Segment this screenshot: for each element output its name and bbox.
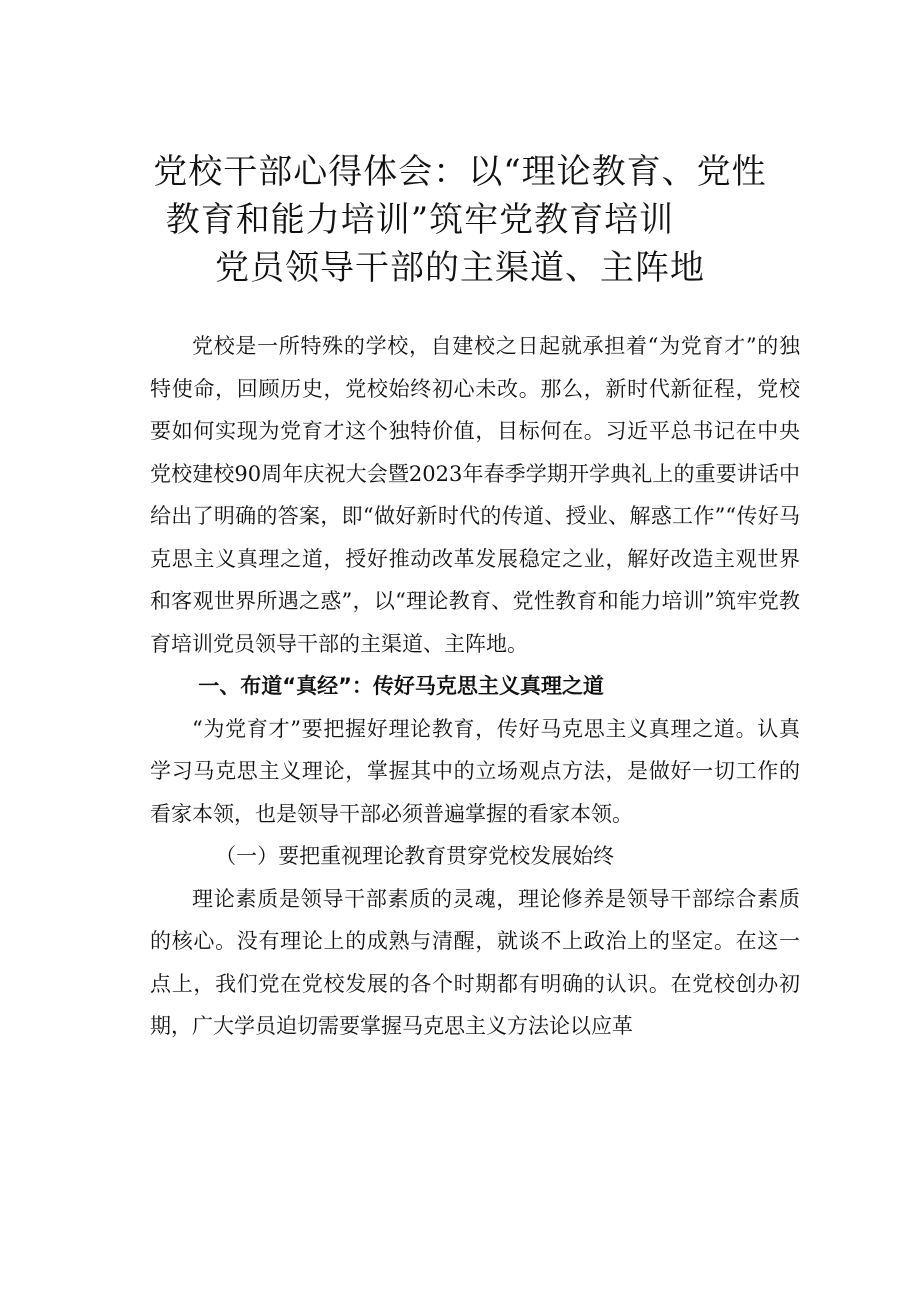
section-heading-1: 一、布道“真经”：传好马克思主义真理之道	[198, 674, 604, 698]
title-line-1: 党校干部心得体会：以“理论教育、党性	[153, 152, 767, 192]
title-line-3: 党员领导干部的主渠道、主阵地	[215, 248, 705, 288]
document-title	[0, 148, 920, 292]
paragraph-intro: 党校是一所特殊的学校，自建校之日起就承担着“为党育才”的独特使命，回顾历史，党校始终初心未改。那么，新时代新征程，党校要如何实现为党育才这个独特价值，目标何在。习近平总书记在中央党校建校90周年庆祝大会暨2023年春季学期开学典礼上的重要讲话中给出了明确的答案，即“做好新时代的传道、授业、解惑工作”“传好马克思主义真理之道，授好推动改革发展稳定之业，解好改造主观世界和客观世界所遇之惑”，以“理论教育、党性教育和能力培训”筑牢党教育培训党员领导干部的主渠道、主阵地。	[150, 334, 800, 656]
document-body	[150, 325, 800, 1048]
paragraph-subsection-1: 理论素质是领导干部素质的灵魂，理论修养是领导干部综合素质的核心。没有理论上的成熟与清醒，就谈不上政治上的坚定。在这一点上，我们党在党校发展的各个时期都有明确的认识。在党校创办初期，广大学员迫切需要掌握马克思主义方法论以应革	[150, 886, 800, 1038]
paragraph-section-1: “为党育才”要把握好理论教育，传好马克思主义真理之道。认真学习马克思主义理论，掌握其中的立场观点方法，是做好一切工作的看家本领，也是领导干部必须普遍掌握的看家本领。	[150, 716, 800, 826]
subsection-heading-1: （一）要把重视理论教育贯穿党校发展始终	[215, 844, 615, 868]
title-line-2: 教育和能力培训”筑牢党教育培训	[165, 200, 675, 240]
